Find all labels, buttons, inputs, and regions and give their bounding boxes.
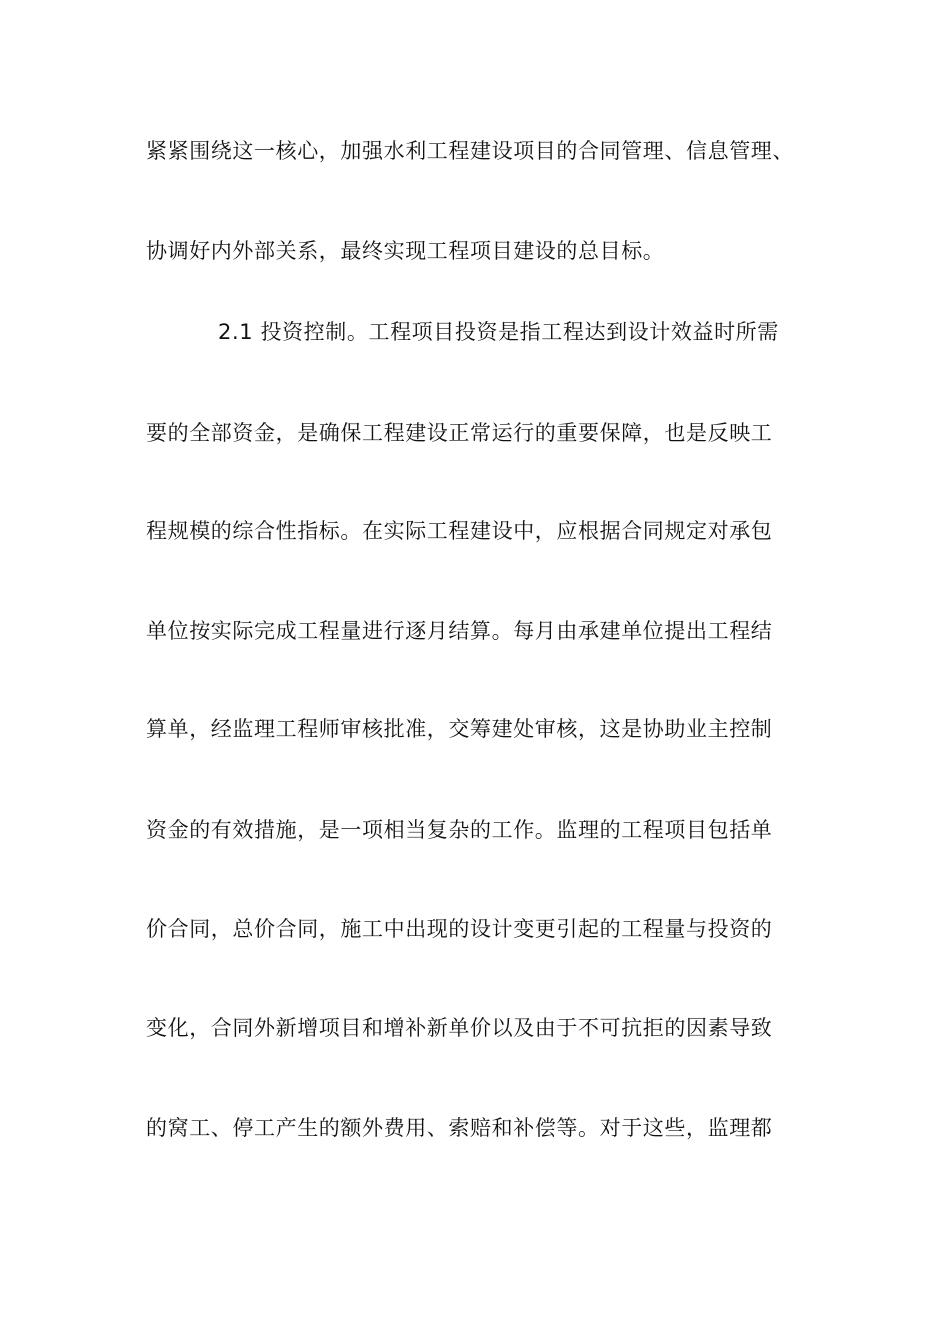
paragraph-line: 程规模的综合性指标。在实际工程建设中，应根据合同规定对承包 <box>146 519 773 543</box>
paragraph-line: 单位按实际完成工程量进行逐月结算。每月由承建单位提出工程结 <box>146 619 773 643</box>
paragraph-line: 要的全部资金，是确保工程建设正常运行的重要保障，也是反映工 <box>146 421 773 445</box>
paragraph-line: 变化，合同外新增项目和增补新单价以及由于不可抗拒的因素导致 <box>146 1016 773 1040</box>
section-heading-line: 2.1 投资控制。工程项目投资是指工程达到设计效益时所需 <box>218 320 779 344</box>
paragraph-line: 紧紧围绕这一核心，加强水利工程建设项目的合同管理、信息管理、 <box>146 139 794 163</box>
paragraph-line: 算单，经监理工程师审核批准，交筹建处审核，这是协助业主控制 <box>146 717 773 741</box>
paragraph-line: 资金的有效措施，是一项相当复杂的工作。监理的工程项目包括单 <box>146 818 773 842</box>
paragraph-line: 价合同，总价合同，施工中出现的设计变更引起的工程量与投资的 <box>146 917 773 941</box>
paragraph-line: 的窝工、停工产生的额外费用、索赔和补偿等。对于这些，监理都 <box>146 1116 773 1140</box>
paragraph-line: 协调好内外部关系，最终实现工程项目建设的总目标。 <box>146 239 665 263</box>
